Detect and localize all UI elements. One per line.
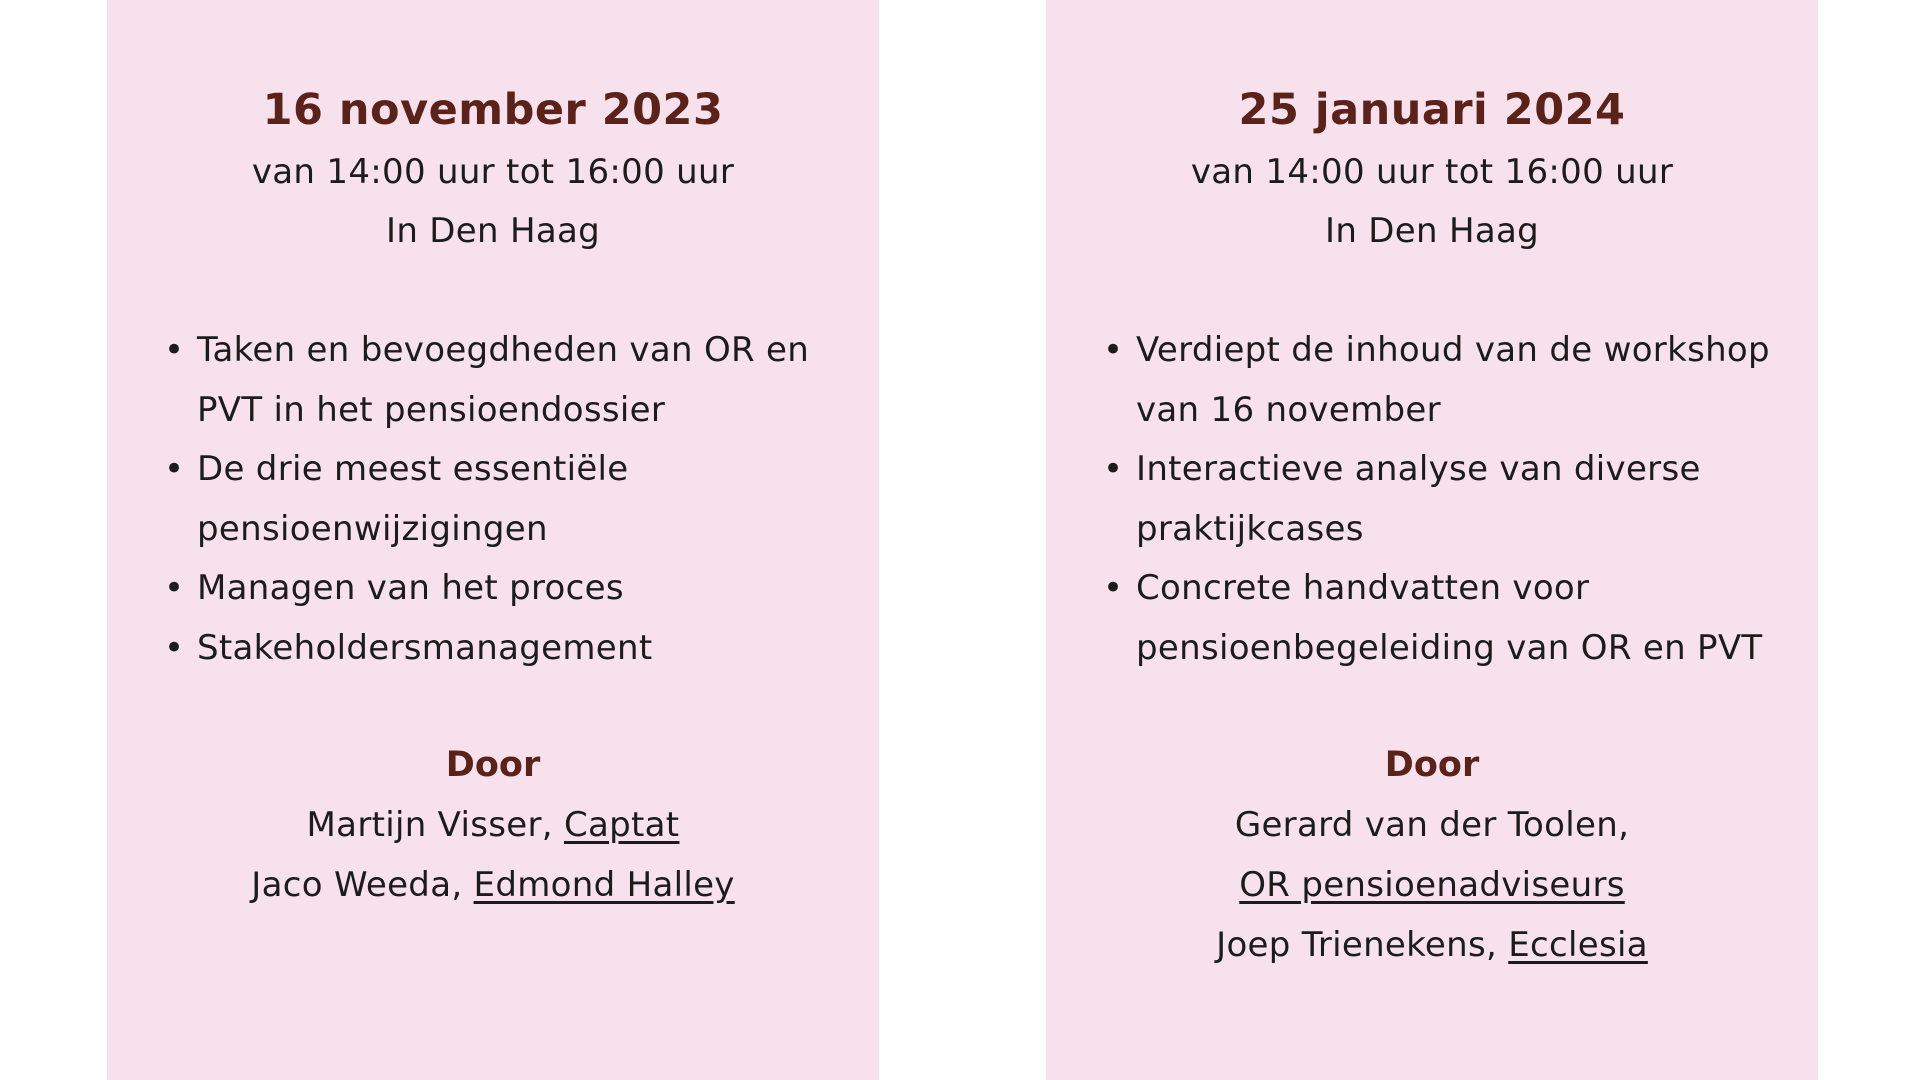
speakers-heading: Door bbox=[445, 745, 541, 785]
speaker-org-link-captat[interactable]: Captat bbox=[563, 805, 680, 845]
bullet-icon: • bbox=[164, 330, 185, 370]
event-location: In Den Haag bbox=[1325, 211, 1539, 251]
speaker-line bbox=[1046, 915, 1818, 975]
speaker-org-link-or-pensioenadviseurs[interactable]: OR pensioenadviseurs bbox=[1239, 865, 1625, 905]
topic-text: Taken en bevoegdheden van OR en PVT in het pensioendossier bbox=[197, 330, 810, 430]
event-date: 16 november 2023 bbox=[262, 85, 724, 135]
speaker-org-link-ecclesia[interactable]: Ecclesia bbox=[1508, 925, 1648, 965]
topic-list bbox=[107, 321, 879, 678]
bullet-icon: • bbox=[164, 449, 185, 489]
topic-text: De drie meest essentiële pensioenwijzigingen bbox=[197, 449, 629, 549]
topic-text: Stakeholdersmanagement bbox=[197, 627, 653, 668]
list-item bbox=[1046, 559, 1818, 678]
list-item bbox=[107, 321, 879, 440]
list-item bbox=[107, 619, 879, 679]
speaker-name: Jaco Weeda, bbox=[251, 865, 463, 905]
bullet-icon: • bbox=[1103, 449, 1124, 489]
event-card-januari bbox=[1046, 0, 1818, 1080]
topic-text: Interactieve analyse van diverse praktijkcases bbox=[1136, 449, 1701, 549]
event-location: In Den Haag bbox=[386, 211, 600, 251]
bullet-icon: • bbox=[164, 568, 185, 608]
bullet-icon: • bbox=[1103, 330, 1124, 370]
speaker-org-line bbox=[1046, 855, 1818, 915]
topic-text: Managen van het proces bbox=[197, 568, 624, 608]
speaker-name: Martijn Visser, bbox=[306, 805, 553, 845]
list-item bbox=[107, 559, 879, 619]
speaker-name: Joep Trienekens, bbox=[1216, 925, 1498, 965]
list-item bbox=[1046, 440, 1818, 559]
speaker-line bbox=[107, 855, 879, 915]
event-time: van 14:00 uur tot 16:00 uur bbox=[1190, 152, 1674, 192]
speaker-org-link-edmond-halley[interactable]: Edmond Halley bbox=[473, 865, 735, 905]
event-time: van 14:00 uur tot 16:00 uur bbox=[251, 152, 735, 192]
list-item bbox=[1046, 321, 1818, 440]
event-card-november bbox=[107, 0, 879, 1080]
bullet-icon: • bbox=[164, 627, 185, 668]
speaker-line bbox=[107, 795, 879, 855]
topic-text: Concrete handvatten voor pensioenbegeleiding van OR en PVT bbox=[1136, 568, 1763, 668]
topic-list bbox=[1046, 321, 1818, 678]
speakers-heading: Door bbox=[1384, 745, 1480, 785]
speaker-name-line: Gerard van der Toolen, bbox=[1234, 805, 1630, 845]
bullet-icon: • bbox=[1103, 568, 1124, 608]
event-date: 25 januari 2024 bbox=[1238, 85, 1626, 135]
list-item bbox=[107, 440, 879, 559]
topic-text: Verdiept de inhoud van de workshop van 16 november bbox=[1136, 330, 1770, 430]
